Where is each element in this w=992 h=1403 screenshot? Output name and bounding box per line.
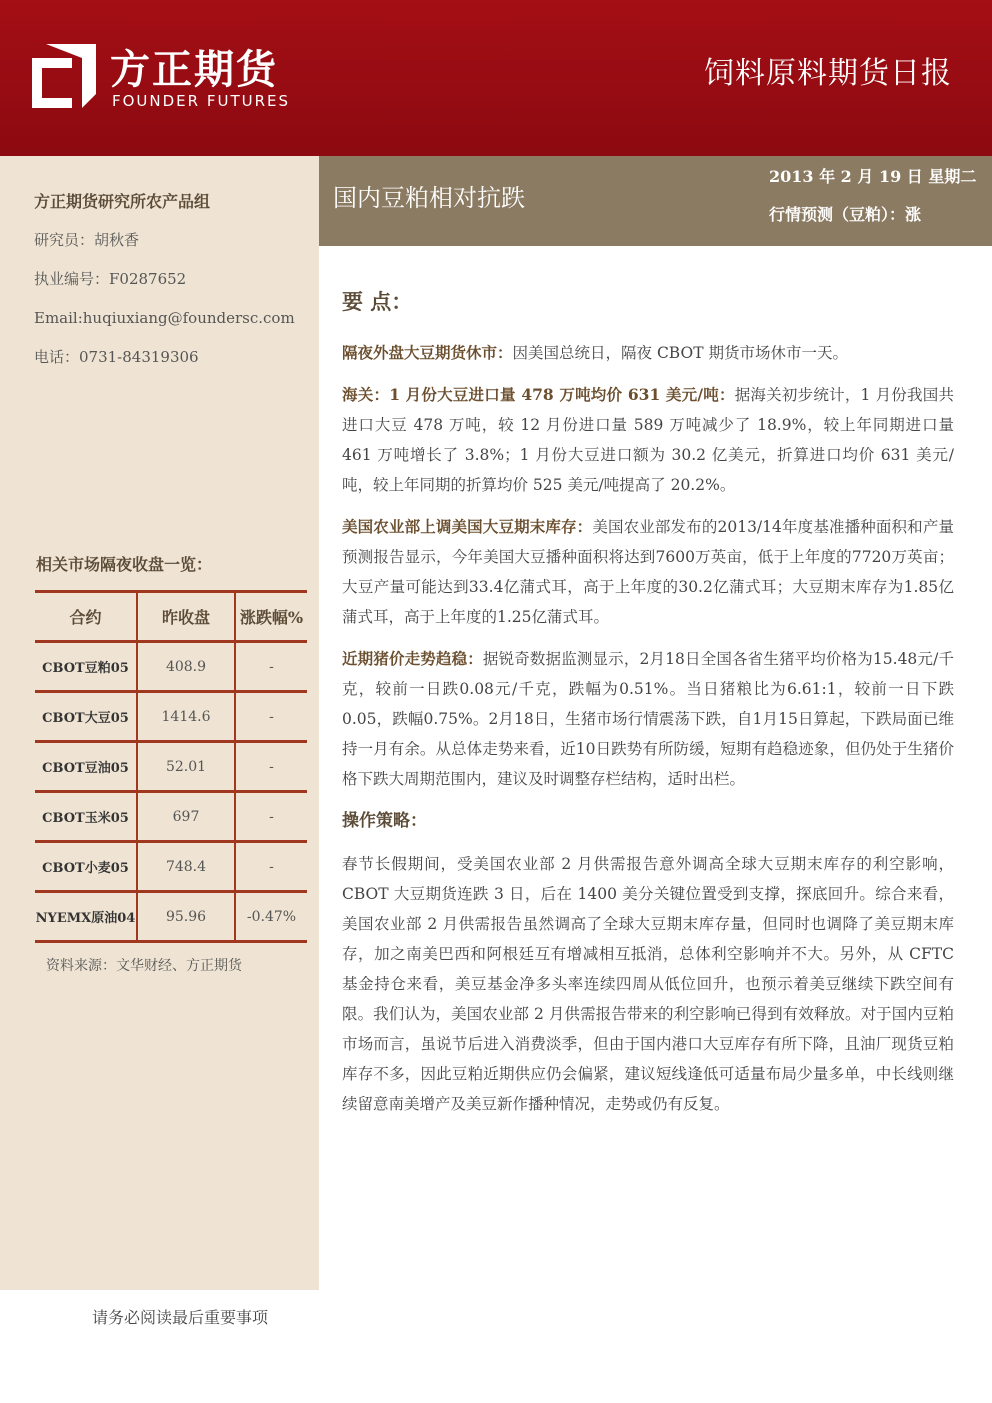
paragraph-text: 据锐奇数据监测显示，2月18日全国各省生猪平均价格为15.48元/千克，较前一日跌0.08元/千克，跌幅为0.51%。当日猪粮比为6.61:1，较前一日下跌0.05，跌幅0.75%。2月18日，生猪市场行情震荡下跌，自1月15日算起，下跌局面已维持一月有余。从总体走势来看，近10日跌势有所防缓，短期有趋稳迹象，但仍处于生猪价格下跌大周期范围内，建议及时调整存栏结构，适时出栏。 [342,650,954,788]
headline: 国内豆粕相对抗跌 [333,184,525,212]
col-header-contract: 合约 [35,592,137,642]
contract-cell: CBOT豆粕05 [35,642,137,692]
disclaimer-note: 请务必阅读最后重要事项 [92,1308,269,1327]
contract-cell: CBOT玉米05 [35,792,137,842]
paragraph [342,380,954,500]
table-row [35,842,307,892]
paragraph [342,512,954,632]
col-header-change: 涨跌幅% [235,592,307,642]
paragraph-lead: 近期猪价走势趋稳： [342,649,483,668]
change-cell: - [235,642,307,692]
data-source: 资料来源：文华财经、方正期货 [46,958,242,974]
close-cell: 697 [137,792,235,842]
main-content [342,286,954,1131]
paragraph-text: 美国农业部发布的2013/14年度基准播种面积和产量预测报告显示，今年美国大豆播种面积将达到7600万英亩，低于上年度的7720万英亩；大豆产量可能达到33.4亿蒲式耳，高于上年度的30.2亿蒲式耳；大豆期末库存为1.85亿蒲式耳，高于上年度的1.25亿蒲式耳。 [342,518,954,626]
phone: 电话：0731-84319306 [34,348,199,366]
report-date: 2013 年 2 月 19 日 星期二 [769,167,977,186]
contract-cell: CBOT大豆05 [35,692,137,742]
close-cell: 408.9 [137,642,235,692]
close-cell: 95.96 [137,892,235,942]
close-cell: 748.4 [137,842,235,892]
paragraph [342,338,954,368]
title-bar [319,156,992,246]
key-points-title: 要 点： [342,289,413,314]
table-row [35,892,307,942]
change-cell: - [235,792,307,842]
change-cell: - [235,692,307,742]
strategy-text: 春节长假期间，受美国农业部 2 月供需报告意外调高全球大豆期末库存的利空影响，CBOT 大豆期货连跌 3 日，后在 1400 美分关键位置受到支撑，探底回升。综合来看，美国农业部 2 月供需报告虽然调高了全球大豆期末库存量，但同时也调降了美豆期末库存，加之南美巴西和阿根廷互有增减相互抵消，总体利空影响并不大。另外，从 CFTC 基金持仓来看，美豆基金净多头率连续四周从低位回升，也预示着美豆继续下跌空间有限。我们认为，美国农业部 2 月供需报告带来的利空影响已得到有效释放。对于国内豆粕市场而言，虽说节后进入消费淡季，但由于国内港口大豆库存有所下降，且油厂现货豆粕库存不多，因此豆粕近期供应仍会偏紧，建议短线逢低可适量布局少量多单，中长线则继续留意南美增产及美豆新作播种情况，走势或仍有反复。 [342,855,954,1113]
change-cell: -0.47% [235,892,307,942]
market-table [35,590,307,943]
paragraph-lead: 美国农业部上调美国大豆期末库存： [342,517,593,536]
strategy-title: 操作策略： [342,811,427,831]
paragraph-text: 据海关初步统计，1 月份我国共进口大豆 478 万吨，较 12 月份进口量 589 万吨减少了 18.9%，较上年同期进口量 461 万吨增长了 3.8%；1 月份大豆进口额为 30.2 亿美元，折算进口均价 631 美元/吨，较上年同期的折算均价 525 美元/吨提高了 20.2%。 [342,386,955,494]
contract-cell: CBOT豆油05 [35,742,137,792]
report-type: 饲料原料期货日报 [704,56,952,91]
email[interactable]: Email:huqiuxiang@foundersc.com [34,309,295,327]
market-table-title: 相关市场隔夜收盘一览： [36,555,213,574]
research-group: 方正期货研究所农产品组 [34,192,211,211]
table-header-row [35,592,307,642]
table-row [35,642,307,692]
paragraph-lead: 隔夜外盘大豆期货休市： [342,343,513,362]
contact-block [34,192,295,387]
paragraph-text: 因美国总统日，隔夜 CBOT 期货市场休市一天。 [512,344,848,362]
logo-chinese: 方正期货 [110,47,278,93]
license-number: 执业编号：F0287652 [34,270,187,288]
col-header-close: 昨收盘 [137,592,235,642]
change-cell: - [235,742,307,792]
logo-english: FOUNDER FUTURES [112,92,291,110]
table-row [35,742,307,792]
paragraph-lead: 海关：1 月份大豆进口量 478 万吨均价 631 美元/吨： [342,385,735,404]
contract-cell: NYEMX原油04 [35,892,137,942]
contract-cell: CBOT小麦05 [35,842,137,892]
change-cell: - [235,842,307,892]
founder-logo-icon [32,44,96,108]
page-header [0,0,992,156]
table-row [35,792,307,842]
paragraph [342,644,954,794]
close-cell: 1414.6 [137,692,235,742]
forecast: 行情预测（豆粕）：涨 [769,205,922,224]
analyst: 研究员：胡秋香 [34,231,140,249]
close-cell: 52.01 [137,742,235,792]
table-row [35,692,307,742]
